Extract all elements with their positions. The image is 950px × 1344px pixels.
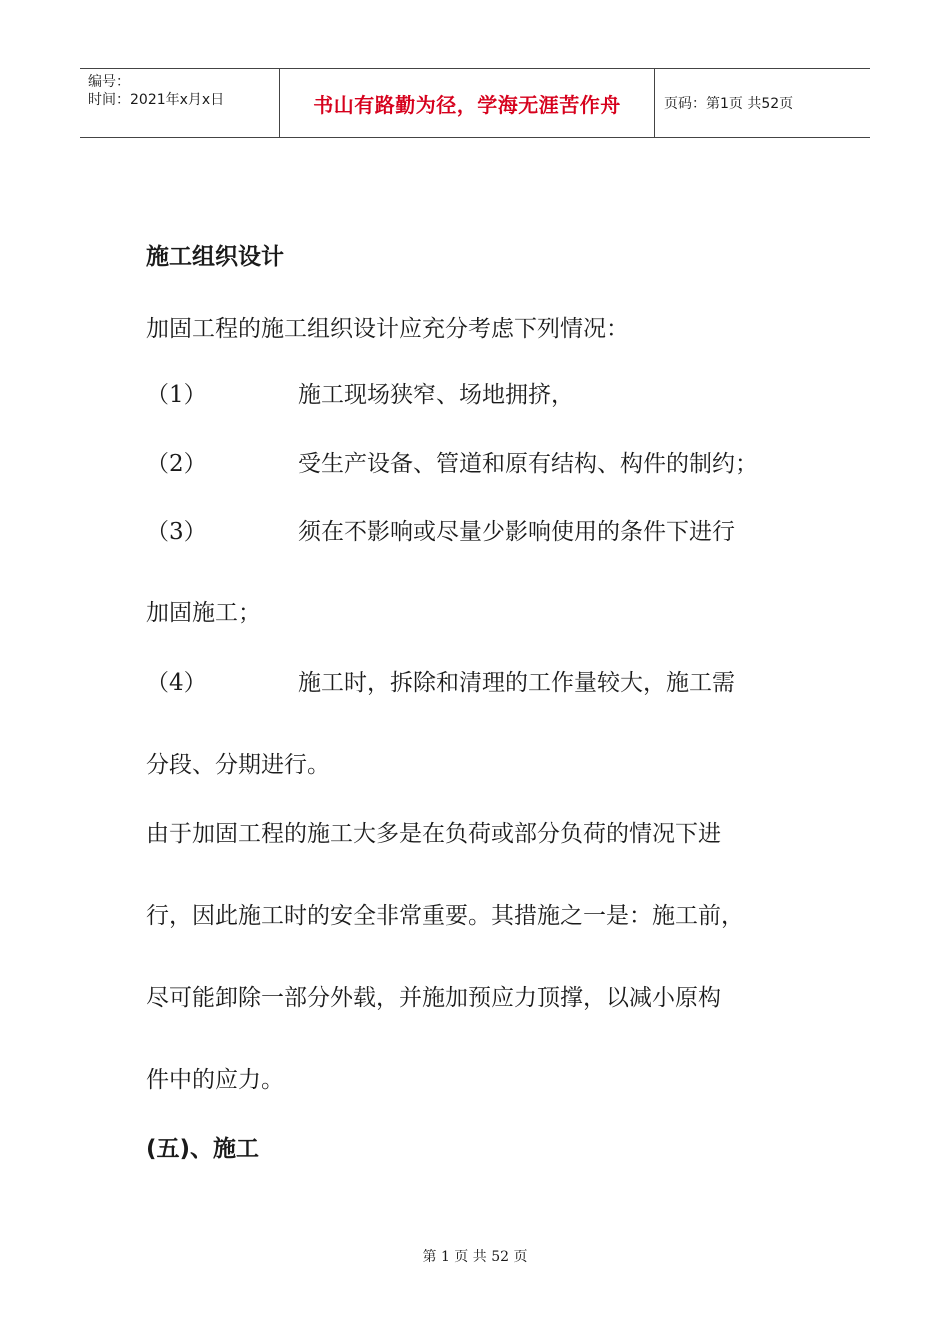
paragraph-line: 行，因此施工时的安全非常重要。其措施之一是：施工前，	[146, 903, 744, 929]
list-item-continuation: 加固施工；	[146, 600, 261, 626]
page-info-text: 页码：第1页 共52页	[664, 96, 794, 112]
intro-paragraph: 加固工程的施工组织设计应充分考虑下列情况：	[146, 316, 629, 342]
list-item-text: 施工现场狭窄、场地拥挤，	[298, 382, 574, 408]
header-page-info	[654, 69, 870, 137]
time-label: 时间：2021年x月x日	[88, 92, 225, 108]
list-item-text: 受生产设备、管道和原有结构、构件的制约；	[298, 451, 758, 477]
header-motto: 书山有路勤为径，学海无涯苦作舟	[313, 92, 621, 117]
page-header	[80, 68, 870, 138]
paragraph-line: 由于加固工程的施工大多是在负荷或部分负荷的情况下进	[146, 821, 721, 847]
list-item-number: （1）	[146, 382, 207, 408]
list-item-number: （2）	[146, 451, 207, 477]
header-motto-cell	[280, 69, 655, 137]
list-item-text: 须在不影响或尽量少影响使用的条件下进行	[298, 519, 735, 545]
header-meta	[80, 69, 280, 137]
list-item-number: （4）	[146, 670, 207, 696]
paragraph-line: 件中的应力。	[146, 1067, 284, 1093]
page-footer: 第 1 页 共 52 页	[422, 1249, 528, 1265]
list-item-number: （3）	[146, 519, 207, 545]
section-heading: (五)、施工	[146, 1136, 260, 1162]
number-label: 编号：	[88, 74, 130, 90]
document-title: 施工组织设计	[146, 244, 284, 270]
list-item-text: 施工时，拆除和清理的工作量较大，施工需	[298, 670, 735, 696]
paragraph-line: 尽可能卸除一部分外载，并施加预应力顶撑，以减小原构	[146, 985, 721, 1011]
list-item-continuation: 分段、分期进行。	[146, 752, 330, 778]
